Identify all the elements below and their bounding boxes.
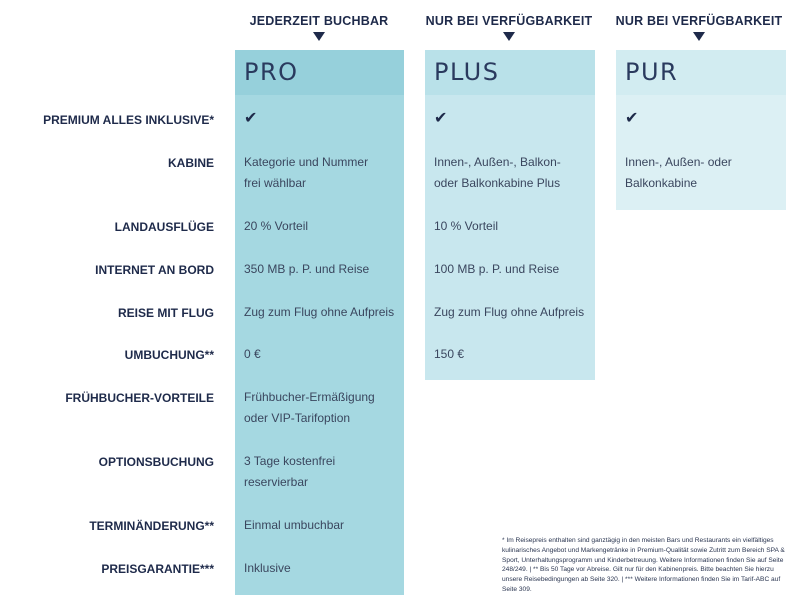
cell-pro-fruehbucher: Frühbucher-Ermäßigung oder VIP-Tarifoption: [244, 390, 375, 425]
cell-pro-optionsbuchung: 3 Tage kostenfrei reservierbar: [244, 454, 336, 489]
check-icon: ✔: [244, 110, 258, 127]
header-pur: [604, 14, 794, 41]
tier-title-pur: PUR: [625, 58, 679, 86]
cell-pro-landausfluege: 20 % Vorteil: [244, 219, 309, 233]
header-pro: [224, 14, 414, 41]
cell-pro-umbuchung: 0 €: [244, 347, 261, 361]
arrow-down-icon: [503, 32, 515, 41]
row-label-terminaenderung: TERMINÄNDERUNG**: [89, 519, 214, 533]
header-pro-label: JEDERZEIT BUCHBAR: [249, 14, 389, 28]
cell-plus-reise-mit-flug: Zug zum Flug ohne Aufpreis: [434, 305, 585, 319]
cell-pro-preisgarantie: Inklusive: [244, 561, 291, 575]
footnote: * Im Reisepreis enthalten sind ganztägig in den meisten Bars und Restaurants ein vielfältiges kulinarisches Angebot und Markengetränke in Premium-Qualität sowie Zutritt zum Bereich SPA & Sport, Unterhaltungsprogramm und Kinderbetreuung. Weitere Informationen finden Sie auf Seite 248/249. | ** Bis 50 Tage vor Abreise. Gilt nur für den Kabinenpreis. Bitte beachten Sie hierzu unsere Reisebedingungen ab Seite 320. | *** Weitere Informationen finden Sie im Tarif-ABC auf Seite 309.: [502, 537, 785, 593]
cell-pro-terminaenderung: Einmal umbuchbar: [244, 518, 345, 532]
cell-plus-kabine: Innen-, Außen-, Balkon- oder Balkonkabine Plus: [434, 155, 561, 190]
row-label-premium: PREMIUM ALLES INKLUSIVE*: [43, 113, 214, 127]
header-plus: [414, 14, 604, 41]
row-label-internet: INTERNET AN BORD: [95, 263, 214, 277]
cell-plus-internet: 100 MB p. P. und Reise: [434, 262, 560, 276]
cell-plus-landausfluege: 10 % Vorteil: [434, 219, 499, 233]
tier-title-plus: PLUS: [434, 58, 500, 86]
cell-pur-kabine: Innen-, Außen- oder Balkonkabine: [625, 155, 732, 190]
cell-plus-umbuchung: 150 €: [434, 347, 465, 361]
tier-title-pro: PRO: [244, 58, 299, 86]
row-label-landausfluege: LANDAUSFLÜGE: [114, 220, 214, 234]
row-label-fruehbucher: FRÜHBUCHER-VORTEILE: [65, 391, 214, 405]
header-pur-label: NUR BEI VERFÜGBARKEIT: [615, 14, 783, 28]
row-label-reise-mit-flug: REISE MIT FLUG: [118, 306, 214, 320]
cell-pro-internet: 350 MB p. P. und Reise: [244, 262, 370, 276]
row-label-optionsbuchung: OPTIONSBUCHUNG: [98, 455, 214, 469]
row-label-kabine: KABINE: [167, 156, 214, 170]
column-plus: [425, 50, 595, 380]
cell-pro-reise-mit-flug: Zug zum Flug ohne Aufpreis: [244, 305, 395, 319]
check-icon: ✔: [625, 110, 639, 127]
row-label-preisgarantie: PREISGARANTIE***: [101, 562, 214, 576]
cell-pro-kabine: Kategorie und Nummer frei wählbar: [244, 155, 369, 190]
arrow-down-icon: [693, 32, 705, 41]
row-label-umbuchung: UMBUCHUNG**: [124, 348, 214, 362]
arrow-down-icon: [313, 32, 325, 41]
check-icon: ✔: [434, 110, 448, 127]
header-plus-label: NUR BEI VERFÜGBARKEIT: [425, 14, 593, 28]
